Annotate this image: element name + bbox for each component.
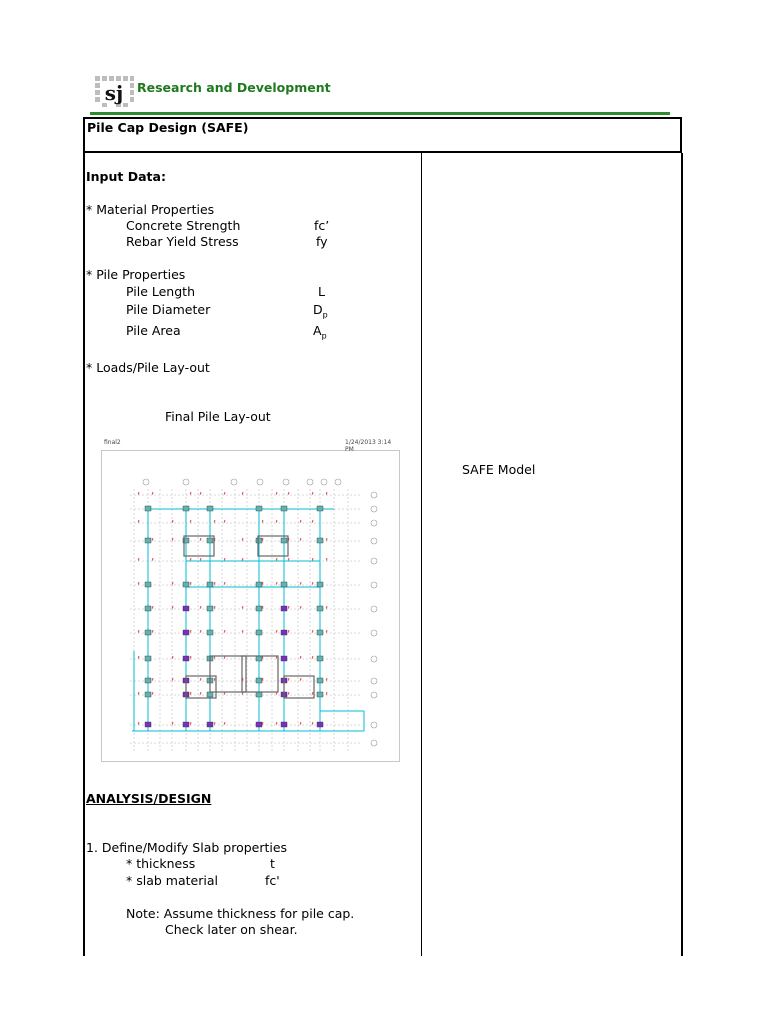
grid-bubble xyxy=(371,722,377,728)
grid-bubble xyxy=(371,656,377,662)
load-label: ᵲ xyxy=(262,655,264,661)
load-label: ᵲ xyxy=(200,629,202,635)
pile-marker xyxy=(207,722,213,727)
pile-marker xyxy=(183,722,189,727)
load-label: ᵲ xyxy=(138,629,140,635)
load-label: ᵲ xyxy=(172,605,174,611)
load-label: ᵲ xyxy=(214,605,216,611)
load-label: ᵲ xyxy=(262,537,264,543)
note-line: Check later on shear. xyxy=(165,922,298,937)
grid-bubble xyxy=(371,538,377,544)
pile-cap-outline xyxy=(210,656,246,692)
layout-caption: Final Pile Lay-out xyxy=(165,409,271,424)
load-label: ᵲ xyxy=(200,677,202,683)
load-label: ᵲ xyxy=(326,491,328,497)
load-label: ᵲ xyxy=(190,519,192,525)
pile-heading: * Pile Properties xyxy=(86,267,186,282)
right-border xyxy=(681,153,683,956)
pile-marker xyxy=(281,582,287,587)
load-label: ᵲ xyxy=(172,677,174,683)
load-label: ᵲ xyxy=(288,677,290,683)
load-label: ᵲ xyxy=(326,629,328,635)
load-label: ᵲ xyxy=(276,629,278,635)
pile-symbol: L xyxy=(318,284,325,299)
pile-marker xyxy=(256,630,262,635)
material-symbol: fy xyxy=(316,234,328,249)
load-label: ᵲ xyxy=(312,691,314,697)
load-label: ᵲ xyxy=(242,605,244,611)
load-label: ᵲ xyxy=(288,605,290,611)
pile-marker xyxy=(207,506,213,511)
load-label: ᵲ xyxy=(172,519,174,525)
load-label: ᵲ xyxy=(224,491,226,497)
pile-marker xyxy=(183,582,189,587)
load-label: ᵲ xyxy=(224,721,226,727)
pile-marker xyxy=(281,656,287,661)
input-data-heading: Input Data: xyxy=(86,169,166,184)
pile-marker xyxy=(317,538,323,543)
load-label: ᵲ xyxy=(138,491,140,497)
pile-marker xyxy=(145,678,151,683)
load-label: ᵲ xyxy=(312,629,314,635)
pile-marker xyxy=(281,722,287,727)
pile-marker xyxy=(281,506,287,511)
grid-bubble xyxy=(371,678,377,684)
material-heading: * Material Properties xyxy=(86,202,215,217)
load-label: ᵲ xyxy=(300,677,302,683)
pile-marker xyxy=(207,630,213,635)
grid-bubble xyxy=(307,479,313,485)
load-label: ᵲ xyxy=(288,557,290,563)
load-label: ᵲ xyxy=(276,581,278,587)
pile-marker xyxy=(183,656,189,661)
load-label: ᵲ xyxy=(276,519,278,525)
load-label: ᵲ xyxy=(312,721,314,727)
load-label: ᵲ xyxy=(152,691,154,697)
load-label: ᵲ xyxy=(300,519,302,525)
load-label: ᵲ xyxy=(152,629,154,635)
load-label: ᵲ xyxy=(276,721,278,727)
load-label: ᵲ xyxy=(312,655,314,661)
load-label: ᵲ xyxy=(224,557,226,563)
load-label: ᵲ xyxy=(312,557,314,563)
load-label: ᵲ xyxy=(262,605,264,611)
grid-bubble xyxy=(371,506,377,512)
load-label: ᵲ xyxy=(224,691,226,697)
pile-marker xyxy=(317,506,323,511)
column-divider xyxy=(421,153,422,956)
step1-item-symbol: fc' xyxy=(265,873,280,888)
load-label: ᵲ xyxy=(214,581,216,587)
load-label: ᵲ xyxy=(152,677,154,683)
grid-bubble xyxy=(371,606,377,612)
grid-bubble xyxy=(335,479,341,485)
load-label: ᵲ xyxy=(190,691,192,697)
load-label: ᵲ xyxy=(262,677,264,683)
load-label: ᵲ xyxy=(214,655,216,661)
grid-bubble xyxy=(371,558,377,564)
pile-marker xyxy=(317,606,323,611)
safe-model-label: SAFE Model xyxy=(462,462,536,477)
pile-marker xyxy=(256,692,262,697)
load-label: ᵲ xyxy=(152,557,154,563)
load-label: ᵲ xyxy=(242,629,244,635)
load-label: ᵲ xyxy=(200,557,202,563)
svg-text:sj: sj xyxy=(104,81,124,105)
load-label: ᵲ xyxy=(138,557,140,563)
load-label: ᵲ xyxy=(200,691,202,697)
pile-marker xyxy=(317,630,323,635)
pile-marker xyxy=(145,722,151,727)
load-label: ᵲ xyxy=(138,691,140,697)
grid-bubble xyxy=(321,479,327,485)
step1-item-label: * slab material xyxy=(126,873,218,888)
material-label: Concrete Strength xyxy=(126,218,241,233)
load-label: ᵲ xyxy=(214,537,216,543)
pile-symbol: $A_p$ xyxy=(313,323,327,341)
grid-bubble xyxy=(371,520,377,526)
load-label: ᵲ xyxy=(224,655,226,661)
grid-bubble xyxy=(371,692,377,698)
note-line: Note: Assume thickness for pile cap. xyxy=(126,906,355,921)
material-symbol: fc’ xyxy=(314,218,330,233)
load-label: ᵲ xyxy=(138,655,140,661)
pile-layout-plot xyxy=(101,439,400,762)
load-label: ᵲ xyxy=(152,491,154,497)
load-label: ᵲ xyxy=(172,721,174,727)
pile-marker xyxy=(183,606,189,611)
load-label: ᵲ xyxy=(224,519,226,525)
pile-marker xyxy=(145,630,151,635)
load-label: ᵲ xyxy=(300,605,302,611)
load-label: ᵲ xyxy=(288,629,290,635)
pile-marker xyxy=(317,582,323,587)
load-label: ᵲ xyxy=(312,581,314,587)
pile-marker xyxy=(317,678,323,683)
load-label: ᵲ xyxy=(288,537,290,543)
step1-title: 1. Define/Modify Slab properties xyxy=(86,840,288,855)
load-label: ᵲ xyxy=(326,537,328,543)
loads-heading: * Loads/Pile Lay-out xyxy=(86,360,210,375)
load-label: ᵲ xyxy=(262,721,264,727)
analysis-heading: ANALYSIS/DESIGN xyxy=(86,791,212,806)
load-label: ᵲ xyxy=(190,655,192,661)
pile-marker xyxy=(207,606,213,611)
load-label: ᵲ xyxy=(242,691,244,697)
load-label: ᵲ xyxy=(190,629,192,635)
load-label: ᵲ xyxy=(200,537,202,543)
load-label: ᵲ xyxy=(262,581,264,587)
header-divider xyxy=(90,112,670,115)
grid-bubble xyxy=(371,492,377,498)
load-label: ᵲ xyxy=(224,581,226,587)
plot-timestamp: 1/24/2013 3:14 PM xyxy=(345,439,392,453)
load-label: ᵲ xyxy=(138,519,140,525)
load-label: ᵲ xyxy=(276,557,278,563)
pile-marker xyxy=(281,538,287,543)
pile-marker xyxy=(183,506,189,511)
pile-marker xyxy=(281,630,287,635)
pile-label: Pile Area xyxy=(126,323,181,338)
load-label: ᵲ xyxy=(312,491,314,497)
pile-marker xyxy=(317,722,323,727)
load-label: ᵲ xyxy=(214,677,216,683)
grid-bubble xyxy=(283,479,289,485)
load-label: ᵲ xyxy=(276,491,278,497)
load-label: ᵲ xyxy=(190,581,192,587)
pile-marker xyxy=(145,692,151,697)
pile-marker xyxy=(145,582,151,587)
grid-bubble xyxy=(183,479,189,485)
load-label: ᵲ xyxy=(190,557,192,563)
material-label: Rebar Yield Stress xyxy=(126,234,239,249)
grid-bubble xyxy=(143,479,149,485)
load-label: ᵲ xyxy=(242,537,244,543)
load-label: ᵲ xyxy=(152,537,154,543)
load-label: ᵲ xyxy=(172,655,174,661)
load-label: ᵲ xyxy=(242,557,244,563)
load-label: ᵲ xyxy=(300,655,302,661)
pile-marker xyxy=(145,606,151,611)
load-label: ᵲ xyxy=(138,721,140,727)
step1-item-label: * thickness xyxy=(126,856,196,871)
company-logo xyxy=(93,74,135,108)
load-label: ᵲ xyxy=(288,691,290,697)
load-label: ᵲ xyxy=(288,491,290,497)
plot-name: final2 xyxy=(104,439,121,446)
grid-bubble xyxy=(231,479,237,485)
load-label: ᵲ xyxy=(200,605,202,611)
pile-marker xyxy=(145,656,151,661)
pile-marker xyxy=(317,692,323,697)
pile-marker xyxy=(207,582,213,587)
pile-marker xyxy=(281,606,287,611)
grid-bubble xyxy=(371,630,377,636)
load-label: ᵲ xyxy=(326,691,328,697)
grid-bubble xyxy=(257,479,263,485)
pile-marker xyxy=(207,692,213,697)
org-name: Research and Development xyxy=(137,80,331,95)
load-label: ᵲ xyxy=(172,581,174,587)
pile-marker xyxy=(256,506,262,511)
load-label: ᵲ xyxy=(276,655,278,661)
load-label: ᵲ xyxy=(326,677,328,683)
load-label: ᵲ xyxy=(326,605,328,611)
load-label: ᵲ xyxy=(214,721,216,727)
load-label: ᵲ xyxy=(224,629,226,635)
load-label: ᵲ xyxy=(200,491,202,497)
grid-bubble xyxy=(371,740,377,746)
load-label: ᵲ xyxy=(276,691,278,697)
pile-label: Pile Diameter xyxy=(126,302,211,317)
load-label: ᵲ xyxy=(326,557,328,563)
load-label: ᵲ xyxy=(242,677,244,683)
load-label: ᵲ xyxy=(300,537,302,543)
load-label: ᵲ xyxy=(300,721,302,727)
pile-marker xyxy=(317,656,323,661)
left-border xyxy=(83,153,85,956)
pile-symbol: $D_p$ xyxy=(313,302,328,320)
load-label: ᵲ xyxy=(138,581,140,587)
page-title: Pile Cap Design (SAFE) xyxy=(87,120,249,135)
load-label: ᵲ xyxy=(152,605,154,611)
load-label: ᵲ xyxy=(262,519,264,525)
load-label: ᵲ xyxy=(300,581,302,587)
grid-bubble xyxy=(371,582,377,588)
load-label: ᵲ xyxy=(312,519,314,525)
load-label: ᵲ xyxy=(190,491,192,497)
load-label: ᵲ xyxy=(214,519,216,525)
load-label: ᵲ xyxy=(172,537,174,543)
load-label: ᵲ xyxy=(242,491,244,497)
load-label: ᵲ xyxy=(190,721,192,727)
pile-cap-outline xyxy=(242,656,278,692)
pile-label: Pile Length xyxy=(126,284,195,299)
pile-marker xyxy=(145,506,151,511)
pile-layout-drawing xyxy=(102,451,399,761)
step1-item-symbol: t xyxy=(270,856,275,871)
pile-marker xyxy=(183,630,189,635)
pile-marker xyxy=(207,538,213,543)
pile-marker xyxy=(145,538,151,543)
